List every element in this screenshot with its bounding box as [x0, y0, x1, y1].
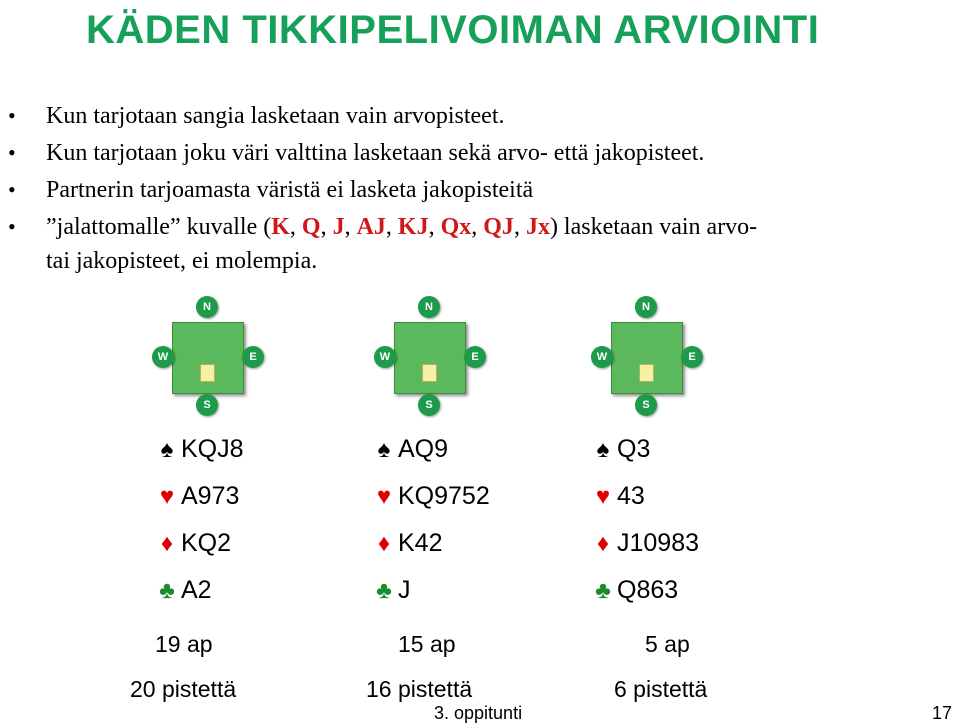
spades-row — [155, 426, 244, 473]
spades-holding: Q3 — [617, 435, 651, 463]
honor-combo: J — [332, 214, 345, 240]
bridge-table-2 — [379, 301, 480, 411]
bullet-dot: • — [8, 177, 16, 202]
clubs-row — [372, 567, 490, 614]
honor-combo: Jx — [525, 214, 550, 240]
south-card-slot — [422, 364, 437, 382]
bullet-text: Partnerin tarjoamasta väristä ei lasketa jakopisteitä — [46, 177, 534, 203]
footer-page-number: 17 — [932, 703, 953, 723]
honor-separator: , — [344, 214, 357, 240]
bullet-prefix: ”jalattomalle” kuvalle ( — [46, 214, 272, 240]
heart-icon: ♥ — [595, 483, 611, 510]
honor-combo: KJ — [397, 214, 429, 240]
table-felt — [394, 322, 466, 394]
seat-west-badge: W — [591, 346, 613, 368]
diamond-icon: ♦ — [596, 530, 610, 557]
seat-south-badge: S — [196, 394, 218, 416]
slide-title: KÄDEN TIKKIPELIVOIMAN ARVIOINTI — [86, 8, 820, 52]
spades-row — [372, 426, 490, 473]
bullet-text: Kun tarjotaan sangia lasketaan vain arvopisteet. — [46, 103, 505, 129]
bullet-dot: • — [8, 103, 16, 128]
hearts-row — [372, 473, 490, 520]
hand-3-total: 6 pistettä — [614, 676, 708, 702]
south-card-slot — [200, 364, 215, 382]
bullet-text: Kun tarjotaan joku väri valttina lasketaan sekä arvo- että jakopisteet. — [46, 140, 705, 166]
bullet-dot: • — [8, 214, 16, 239]
hearts-row — [591, 473, 699, 520]
spade-icon: ♠ — [377, 436, 391, 463]
seat-north-badge: N — [635, 296, 657, 318]
bullet-dot: • — [8, 140, 16, 165]
diamonds-holding: J10983 — [617, 529, 700, 557]
spade-icon: ♠ — [596, 436, 610, 463]
hearts-row — [155, 473, 244, 520]
club-icon: ♣ — [595, 577, 611, 604]
footer-lesson: 3. oppitunti — [434, 703, 523, 723]
bullet-text-honor-combos — [46, 211, 757, 243]
seat-north-badge: N — [196, 296, 218, 318]
diamonds-holding: KQ2 — [181, 529, 232, 557]
clubs-holding: J — [398, 576, 411, 604]
spades-holding: AQ9 — [398, 435, 449, 463]
table-felt — [611, 322, 683, 394]
seat-north-badge: N — [418, 296, 440, 318]
honor-separator: , — [513, 214, 526, 240]
hearts-holding: KQ9752 — [398, 482, 490, 510]
club-icon: ♣ — [159, 577, 175, 604]
hearts-holding: A973 — [181, 482, 240, 510]
hand-3 — [591, 426, 699, 614]
hearts-holding: 43 — [617, 482, 645, 510]
seat-east-badge: E — [464, 346, 486, 368]
diamonds-row — [591, 520, 699, 567]
honor-combo: Qx — [440, 214, 472, 240]
seat-south-badge: S — [635, 394, 657, 416]
club-icon: ♣ — [376, 577, 392, 604]
table-felt — [172, 322, 244, 394]
honor-separator: , — [320, 214, 333, 240]
hand-2 — [372, 426, 490, 614]
seat-east-badge: E — [242, 346, 264, 368]
diamond-icon: ♦ — [377, 530, 391, 557]
honor-combo: Q — [301, 214, 321, 240]
clubs-row — [155, 567, 244, 614]
seat-west-badge: W — [152, 346, 174, 368]
bridge-table-3 — [596, 301, 697, 411]
honor-separator: , — [289, 214, 302, 240]
spades-holding: KQJ8 — [181, 435, 244, 463]
honor-separator: , — [471, 214, 484, 240]
hand-1 — [155, 426, 244, 614]
heart-icon: ♥ — [159, 483, 175, 510]
clubs-row — [591, 567, 699, 614]
diamonds-row — [155, 520, 244, 567]
honor-combo: K — [271, 214, 290, 240]
honor-combo: AJ — [356, 214, 386, 240]
seat-west-badge: W — [374, 346, 396, 368]
honor-combo: QJ — [483, 214, 514, 240]
hand-2-total: 16 pistettä — [366, 676, 473, 702]
seat-east-badge: E — [681, 346, 703, 368]
clubs-holding: A2 — [181, 576, 212, 604]
clubs-holding: Q863 — [617, 576, 679, 604]
hand-1-total: 20 pistettä — [130, 676, 237, 702]
hand-3-points: 5 ap — [645, 631, 690, 657]
diamonds-row — [372, 520, 490, 567]
south-card-slot — [639, 364, 654, 382]
spades-row — [591, 426, 699, 473]
seat-south-badge: S — [418, 394, 440, 416]
bullet-text-line2: tai jakopisteet, ei molempia. — [46, 248, 318, 274]
honor-separator: , — [385, 214, 398, 240]
honor-separator: , — [428, 214, 441, 240]
bridge-table-1 — [157, 301, 258, 411]
hand-1-points: 19 ap — [155, 631, 213, 657]
diamonds-holding: K42 — [398, 529, 443, 557]
diamond-icon: ♦ — [160, 530, 174, 557]
hand-2-points: 15 ap — [398, 631, 456, 657]
bullet-suffix: ) lasketaan vain arvo- — [549, 214, 758, 240]
heart-icon: ♥ — [376, 483, 392, 510]
spade-icon: ♠ — [160, 436, 174, 463]
